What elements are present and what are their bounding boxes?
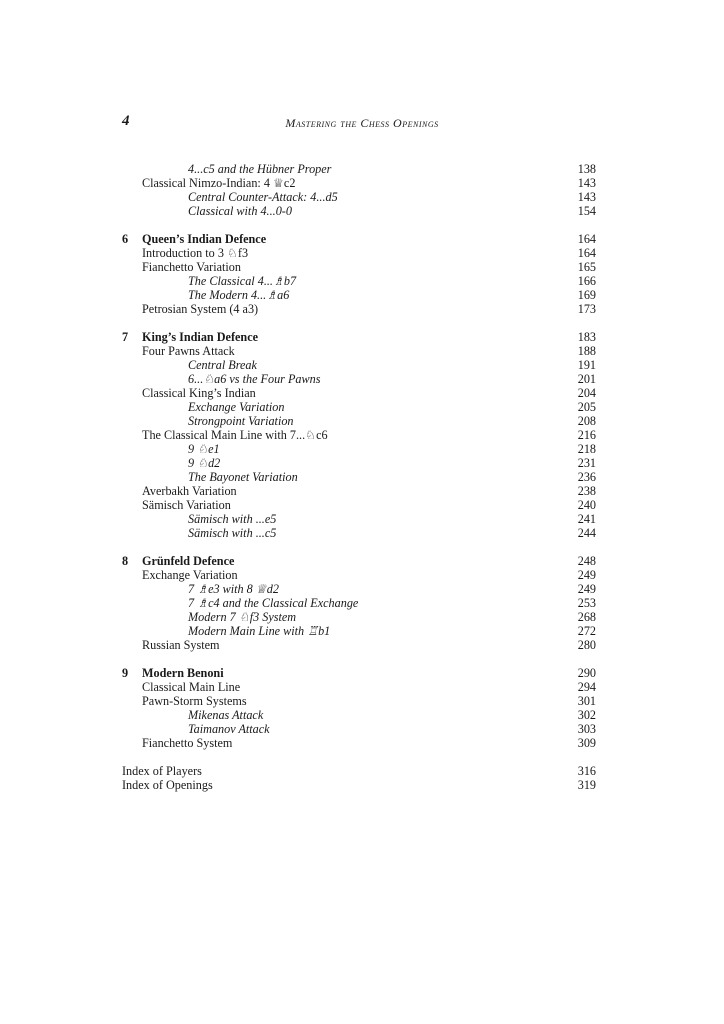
toc-page-number: 169 — [577, 288, 596, 302]
toc-chapter — [122, 232, 596, 246]
toc-entry-title: 7 ♗e3 with 8 ♕d2 — [188, 582, 279, 596]
toc-section — [122, 638, 596, 652]
running-title: Mastering the Chess Openings — [285, 116, 439, 130]
toc-page-number: 143 — [577, 176, 596, 190]
toc-page-number: 191 — [577, 358, 596, 372]
toc-page-number: 165 — [577, 260, 596, 274]
toc-page-number: 290 — [577, 666, 596, 680]
toc-entry-title: Sämisch Variation — [142, 498, 231, 512]
toc-page-number: 294 — [577, 680, 596, 694]
toc-subsection — [122, 372, 596, 386]
toc-subsection — [122, 512, 596, 526]
toc-entry-title: Fianchetto Variation — [142, 260, 241, 274]
chapter-number: 7 — [122, 330, 129, 344]
toc-section — [122, 484, 596, 498]
toc-page-number: 238 — [577, 484, 596, 498]
toc-page-number: 249 — [577, 582, 596, 596]
toc-page-number: 204 — [577, 386, 596, 400]
toc-entry-title: 9 ♘d2 — [188, 456, 221, 470]
toc-entry-title: The Modern 4...♗a6 — [188, 288, 290, 302]
toc-chapter — [122, 330, 596, 344]
toc-subsection — [122, 400, 596, 414]
toc-section — [122, 386, 596, 400]
toc-page-number: 201 — [577, 372, 596, 386]
toc-index-entry — [122, 778, 596, 792]
toc-page-number: 248 — [577, 554, 596, 568]
toc-subsection — [122, 456, 596, 470]
toc-entry-title: Modern Benoni — [142, 666, 224, 680]
toc-section — [122, 694, 596, 708]
toc-subsection — [122, 162, 596, 176]
toc-entry-title: Queen’s Indian Defence — [142, 232, 267, 246]
toc-entry-title: Classical Main Line — [142, 680, 241, 694]
toc-entry-title: Exchange Variation — [188, 400, 285, 414]
toc-page-number: 164 — [577, 246, 596, 260]
toc-page-number: 240 — [577, 498, 596, 512]
toc-entry-title: Taimanov Attack — [188, 722, 270, 736]
toc-entry-title: Strongpoint Variation — [188, 414, 294, 428]
toc-entry-title: Classical with 4...0-0 — [188, 204, 292, 218]
toc-page-number: 154 — [577, 204, 596, 218]
toc-page-number: 166 — [577, 274, 596, 288]
toc-entry-title: Grünfeld Defence — [142, 554, 235, 568]
toc-subsection — [122, 204, 596, 218]
toc-entry-title: Classical Nimzo-Indian: 4 ♕c2 — [142, 176, 296, 190]
toc-entry-title: The Classical 4...♗b7 — [188, 274, 297, 288]
toc-entry-title: Modern 7 ♘f3 System — [188, 610, 297, 624]
toc-subsection — [122, 596, 596, 610]
toc-subsection — [122, 442, 596, 456]
toc-section — [122, 568, 596, 582]
toc-subsection — [122, 708, 596, 722]
toc-page-number: 164 — [577, 232, 596, 246]
toc-entry-title: Petrosian System (4 a3) — [142, 302, 259, 316]
toc-page-number: 316 — [577, 764, 596, 778]
toc-entry-title: Fianchetto System — [142, 736, 233, 750]
toc-page-number: 208 — [577, 414, 596, 428]
toc-page-number: 253 — [577, 596, 596, 610]
toc-subsection — [122, 470, 596, 484]
toc-subsection — [122, 624, 596, 638]
toc-entry-title: Four Pawns Attack — [142, 344, 235, 358]
toc-page-number: 218 — [577, 442, 596, 456]
toc-entry-title: Sämisch with ...c5 — [188, 526, 277, 540]
toc-subsection — [122, 722, 596, 736]
toc-subsection — [122, 288, 596, 302]
toc-entry-title: Averbakh Variation — [142, 484, 237, 498]
toc-subsection — [122, 526, 596, 540]
toc-page-number: 143 — [577, 190, 596, 204]
toc-chapter — [122, 666, 596, 680]
toc-page-number: 205 — [577, 400, 596, 414]
toc-section — [122, 260, 596, 274]
page-number: 4 — [122, 113, 130, 129]
toc-page-number: 188 — [577, 344, 596, 358]
toc-page-number: 272 — [577, 624, 596, 638]
toc-entry-title: Mikenas Attack — [188, 708, 264, 722]
toc-entry-title: King’s Indian Defence — [142, 330, 259, 344]
toc-subsection — [122, 274, 596, 288]
toc-page-number: 236 — [577, 470, 596, 484]
toc-section — [122, 302, 596, 316]
toc-entry-title: Pawn-Storm Systems — [142, 694, 247, 708]
toc-entry-title: 6...♘a6 vs the Four Pawns — [188, 372, 321, 386]
table-of-contents — [122, 162, 596, 792]
toc-page-number: 183 — [577, 330, 596, 344]
toc-entry-title: Sämisch with ...e5 — [188, 512, 277, 526]
chapter-number: 9 — [122, 666, 129, 680]
chapter-number: 6 — [122, 232, 129, 246]
toc-page-number: 231 — [577, 456, 596, 470]
toc-entry-title: Central Counter-Attack: 4...d5 — [188, 190, 338, 204]
toc-entry-title: 4...c5 and the Hübner Proper — [188, 162, 332, 176]
toc-page-number: 319 — [577, 778, 596, 792]
toc-section — [122, 246, 596, 260]
toc-entry-title: Index of Openings — [122, 778, 213, 792]
toc-index-entry — [122, 764, 596, 778]
chapter-number: 8 — [122, 554, 129, 568]
toc-page-number: 241 — [577, 512, 596, 526]
toc-page-number: 268 — [577, 610, 596, 624]
toc-subsection — [122, 358, 596, 372]
toc-entry-title: Classical King’s Indian — [142, 386, 256, 400]
toc-subsection — [122, 610, 596, 624]
toc-entry-title: Exchange Variation — [142, 568, 238, 582]
toc-entry-title: 9 ♘e1 — [188, 442, 220, 456]
toc-entry-title: Central Break — [188, 358, 257, 372]
toc-entry-title: Index of Players — [122, 764, 202, 778]
toc-entry-title: The Bayonet Variation — [188, 470, 298, 484]
toc-section — [122, 736, 596, 750]
toc-subsection — [122, 582, 596, 596]
toc-page-number: 216 — [577, 428, 596, 442]
toc-page-number: 244 — [577, 526, 596, 540]
toc-subsection — [122, 414, 596, 428]
toc-page-number: 280 — [577, 638, 596, 652]
toc-page-number: 138 — [577, 162, 596, 176]
toc-entry-title: 7 ♗c4 and the Classical Exchange — [188, 596, 359, 610]
toc-page-number: 303 — [577, 722, 596, 736]
toc-subsection — [122, 190, 596, 204]
toc-page-number: 302 — [577, 708, 596, 722]
toc-page-number: 249 — [577, 568, 596, 582]
toc-entry-title: Modern Main Line with ♖b1 — [188, 624, 331, 638]
toc-page-number: 173 — [577, 302, 596, 316]
toc-section — [122, 344, 596, 358]
toc-section — [122, 680, 596, 694]
toc-page-number: 309 — [577, 736, 596, 750]
toc-section — [122, 498, 596, 512]
toc-entry-title: The Classical Main Line with 7...♘c6 — [142, 428, 328, 442]
toc-entry-title: Introduction to 3 ♘f3 — [142, 246, 249, 260]
toc-entry-title: Russian System — [142, 638, 220, 652]
toc-chapter — [122, 554, 596, 568]
toc-page-number: 301 — [577, 694, 596, 708]
toc-section — [122, 428, 596, 442]
toc-section — [122, 176, 596, 190]
